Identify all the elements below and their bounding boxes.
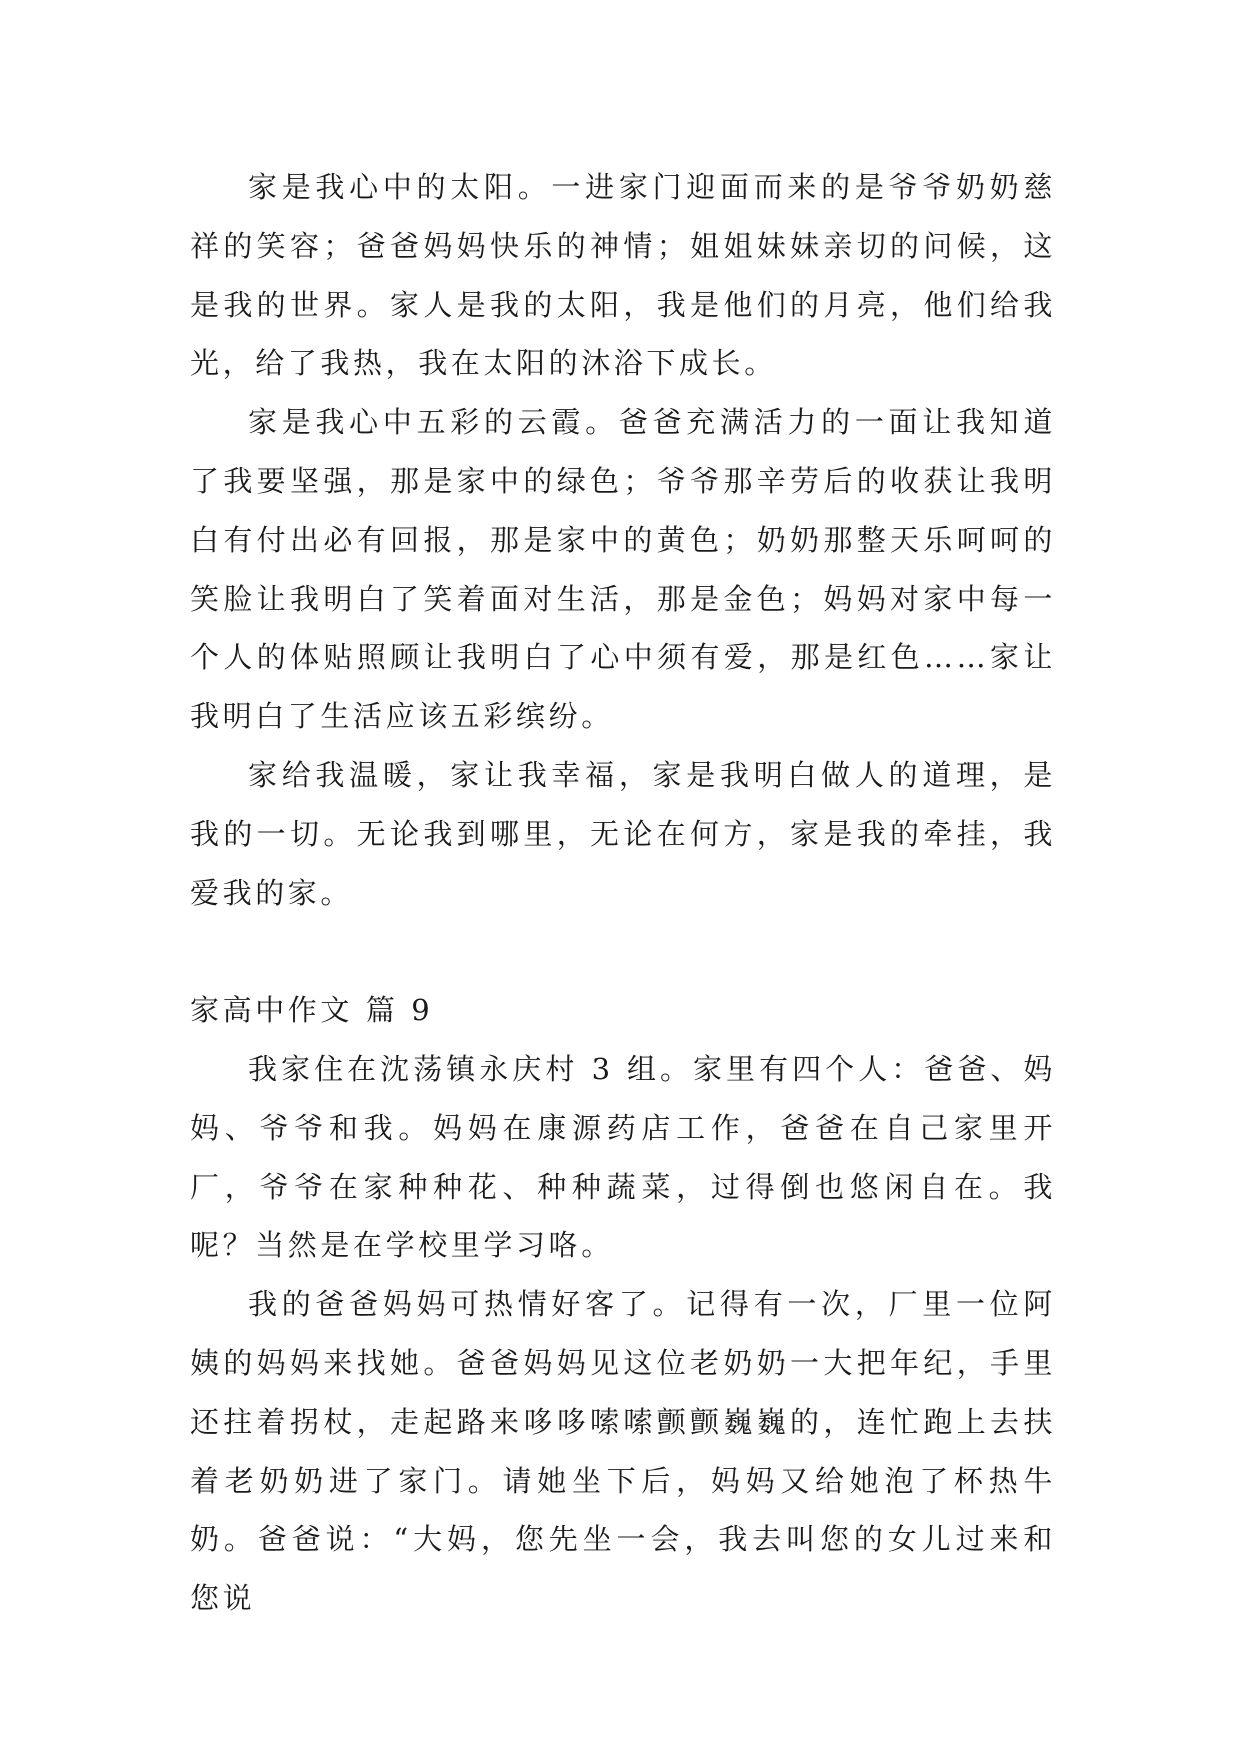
paragraph-clouds: 家是我心中五彩的云霞。爸爸充满活力的一面让我知道了我要坚强，那是家中的绿色；爷爷那辛劳后的收获让我明白有付出必有回报，那是家中的黄色；奶奶那整天乐呵呵的笑脸让我明白了笑着面对生活，那是金色；妈妈对家中每一个人的体贴照顾让我明白了心中须有爱，那是红色……家让我明白了生活应该五彩缤纷。 [190, 405, 1056, 734]
paragraph-hospitality: 我的爸爸妈妈可热情好客了。记得有一次，厂里一位阿姨的妈妈来找她。爸爸妈妈见这位老奶奶一大把年纪，手里还拄着拐杖，走起路来哆哆嗦嗦颤颤巍巍的，连忙跑上去扶着老奶奶进了家门。请她坐下后，妈妈又给她泡了杯热牛奶。爸爸说：“大妈，您先坐一会，我去叫您的女儿过来和您说 [190, 1287, 1056, 1616]
section-heading: 家高中作文 篇 9 [190, 993, 434, 1028]
paragraph-family-home: 我家住在沈荡镇永庆村 3 组。家里有四个人：爸爸、妈妈、爷爷和我。妈妈在康源药店工作，爸爸在自己家里开厂，爷爷在家种种花、种种蔬菜，过得倒也悠闲自在。我呢？当然是在学校里学习咯。 [190, 1051, 1056, 1263]
document-body [190, 158, 1056, 1628]
paragraph-sun: 家是我心中的太阳。一进家门迎面而来的是爷爷奶奶慈祥的笑容；爸爸妈妈快乐的神情；姐姐妹妹亲切的问候，这是我的世界。家人是我的太阳，我是他们的月亮，他们给我光，给了我热，我在太阳的沐浴下成长。 [190, 170, 1056, 381]
paragraph-warmth: 家给我温暖，家让我幸福，家是我明白做人的道理，是我的一切。无论我到哪里，无论在何方，家是我的牵挂，我爱我的家。 [190, 757, 1056, 910]
